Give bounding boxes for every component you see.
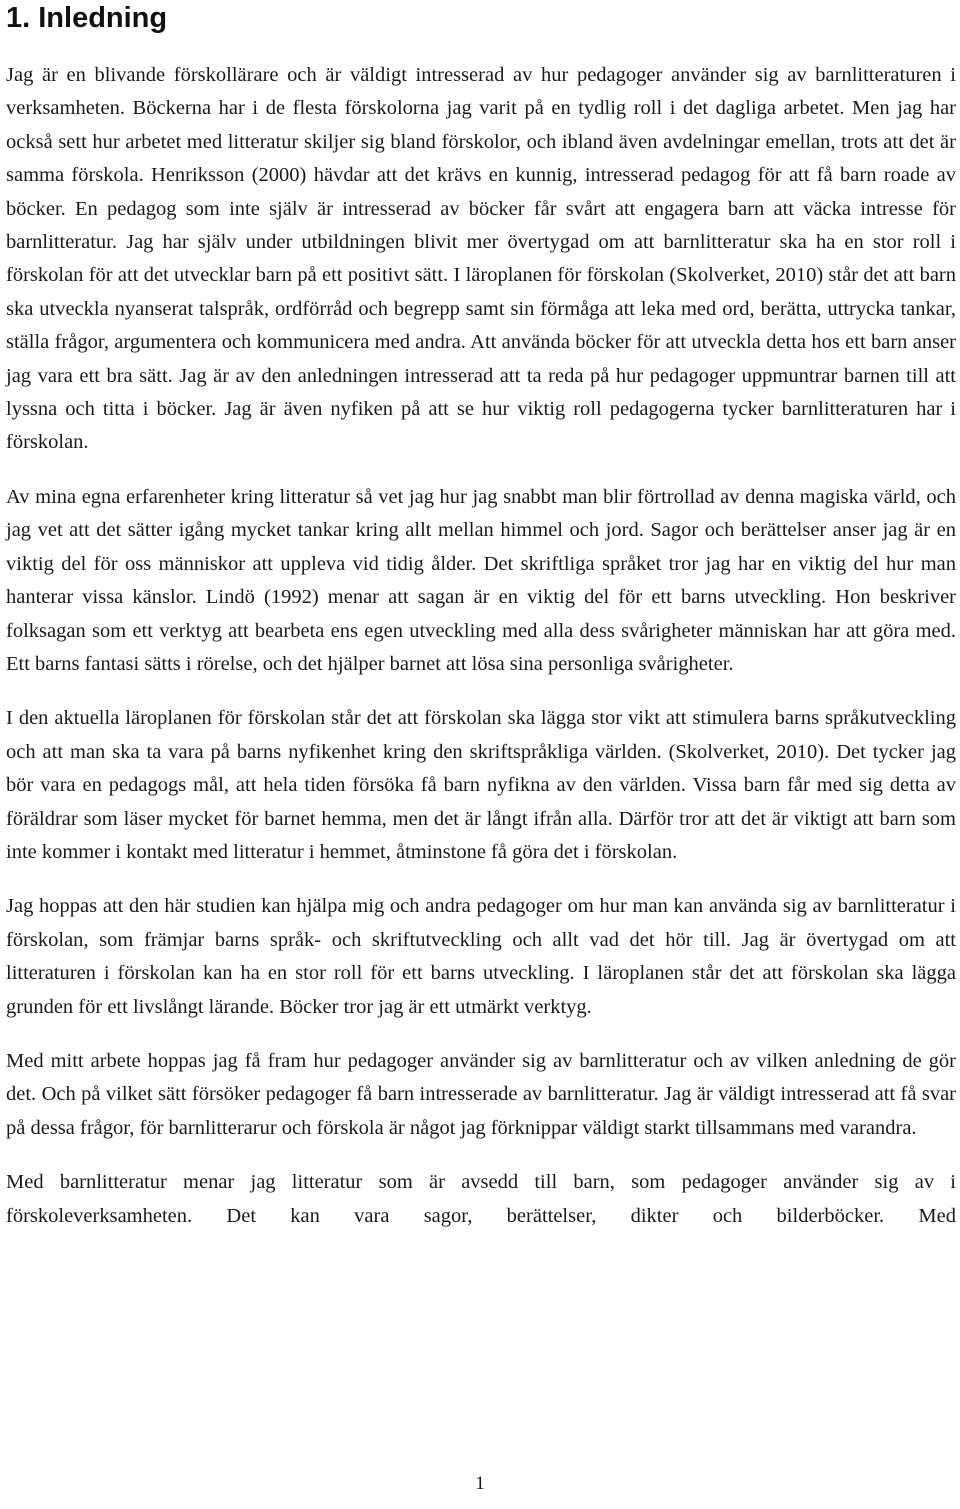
paragraph-1: Jag är en blivande förskollärare och är väldigt intresserad av hur pedagoger använder sig av barnlitteraturen i verksamheten. Böckerna har i de flesta förskolorna jag varit på en tydlig roll i det dagliga arbetet. Men jag har också sett hur arbetet med litteratur skiljer sig bland förskolor, och ibland även avdelningar emellan, trots att det är samma förskola. Henriksson (2000) hävdar att det krävs en kunnig, intresserad pedagog för att få barn roade av böcker. En pedagog som inte själv är intresserad av böcker får svårt att engagera barn att väcka intresse för barnlitteratur. Jag har själv under utbildningen blivit mer övertygad om att barnlitteratur ska ha en stor roll i förskolan för att det utvecklar barn på ett positivt sätt. I läroplanen för förskolan (Skolverket, 2010) står det att barn ska utveckla nyanserat talspråk, ordförråd och begrepp samt sin förmåga att leka med ord, berätta, uttrycka tankar, ställa frågor, argumentera och kommunicera med andra. Att använda böcker för att utveckla detta hos ett barn anser jag vara ett bra sätt. Jag är av den anledningen intresserad att ta reda på hur pedagoger uppmuntrar barnen till att lyssna och titta i böcker. Jag är även nyfiken på att se hur viktig roll pedagogerna tycker barnlitteraturen har i förskolan.	[6, 64, 956, 454]
paragraph-2: Av mina egna erfarenheter kring litteratur så vet jag hur jag snabbt man blir förtrollad av denna magiska värld, och jag vet att det sätter igång mycket tankar kring allt mellan himmel och jord. Sagor och berättelser anser jag är en viktig del för oss människor att uppleva vid tidig ålder. Det skriftliga språket tror jag har en viktig del hur man hanterar vissa känslor. Lindö (1992) menar att sagan är en viktig del för ett barns utveckling. Hon beskriver folksagan som ett verktyg att bearbeta ens egen utveckling med alla dess svårigheter människan har att göra med. Ett barns fantasi sätts i rörelse, och det hjälper barnet att lösa sina personliga svårigheter.	[6, 485, 956, 675]
paragraph-4: Jag hoppas att den här studien kan hjälpa mig och andra pedagoger om hur man kan använda sig av barnlitteratur i förskolan, som främjar barns språk- och skriftutveckling och allt vad det hör till. Jag är övertygad om att litteraturen i förskolan kan ha en stor roll för ett barns utveckling. I läroplanen står det att förskolan ska lägga grunden för ett livslångt lärande. Böcker tror jag är ett utmärkt verktyg.	[6, 895, 956, 1018]
page-number: 1	[475, 1473, 485, 1494]
section-heading: 1. Inledning	[6, 2, 168, 34]
paragraph-5: Med mitt arbete hoppas jag få fram hur pedagoger använder sig av barnlitteratur och av vilken anledning de gör det. Och på vilket sätt försöker pedagoger få barn intresserade av barnlitteratur. Jag är väldigt intresserad att få svar på dessa frågor, för barnlitterarur och förskola är något jag förknippar väldigt starkt tillsammans med varandra.	[6, 1049, 956, 1139]
paragraph-3: I den aktuella läroplanen för förskolan står det att förskolan ska lägga stor vikt att stimulera barns språkutveckling och att man ska ta vara på barns nyfikenhet kring den skriftspråkliga världen. (Skolverket, 2010). Det tycker jag bör vara en pedagogs mål, att hela tiden försöka få barn nyfikna av den världen. Vissa barn får med sig detta av föräldrar som läser mycket för barnet hemma, men det är långt ifrån alla. Därför tror att det är viktigt att barn som inte kommer i kontakt med litteratur i hemmet, åtminstone få göra det i förskolan.	[6, 707, 956, 863]
paragraph-6: Med barnlitteratur menar jag litteratur som är avsedd till barn, som pedagoger använder sig av i förskoleverksamheten. Det kan vara sagor, berättelser, dikter och bilderböcker. Med	[6, 1171, 956, 1227]
document-page	[6, 0, 956, 1233]
